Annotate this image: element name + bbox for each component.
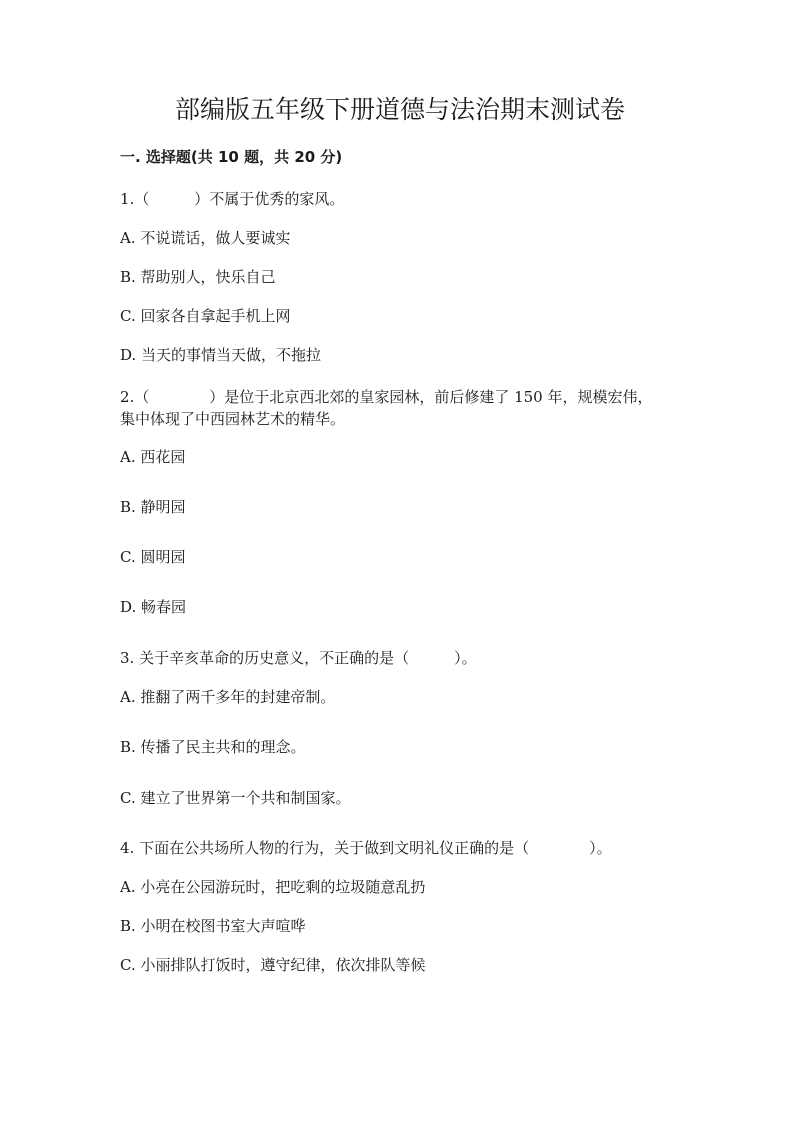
- document-title: 部编版五年级下册道德与法治期末测试卷: [174, 95, 625, 124]
- question-4-stem: 4. 下面在公共场所人物的行为，关于做到文明礼仪正确的是（ ）。: [120, 839, 612, 857]
- question-1-option-b: B. 帮助别人，快乐自己: [120, 268, 276, 286]
- question-4-option-b: B. 小明在校图书室大声喧哗: [120, 917, 306, 935]
- question-3-option-a: A. 推翻了两千多年的封建帝制。: [120, 688, 336, 706]
- question-2-stem-line-1: 2.（ ）是位于北京西北郊的皇家园林，前后修建了 150 年，规模宏伟，: [120, 388, 653, 406]
- question-2-option-d: D. 畅春园: [120, 598, 187, 616]
- question-2-option-a: A. 西花园: [120, 448, 186, 466]
- section-heading: 一. 选择题(共 10 题，共 20 分): [120, 148, 343, 166]
- question-2-option-b: B. 静明园: [120, 498, 186, 516]
- question-2-stem-line-2: 集中体现了中西园林艺术的精华。: [120, 410, 346, 428]
- question-3-option-b: B. 传播了民主共和的理念。: [120, 738, 306, 756]
- question-3-option-c: C. 建立了世界第一个共和制国家。: [120, 789, 351, 807]
- question-1-stem: 1.（ ）不属于优秀的家风。: [120, 190, 345, 208]
- question-1-option-d: D. 当天的事情当天做，不拖拉: [120, 346, 322, 364]
- question-4-option-c: C. 小丽排队打饭时，遵守纪律，依次排队等候: [120, 956, 426, 974]
- question-3-stem: 3. 关于辛亥革命的历史意义，不正确的是（ ）。: [120, 649, 477, 667]
- question-1-option-a: A. 不说谎话，做人要诚实: [120, 229, 291, 247]
- question-1-option-c: C. 回家各自拿起手机上网: [120, 307, 291, 325]
- question-2-option-c: C. 圆明园: [120, 548, 186, 566]
- question-4-option-a: A. 小亮在公园游玩时，把吃剩的垃圾随意乱扔: [120, 878, 426, 896]
